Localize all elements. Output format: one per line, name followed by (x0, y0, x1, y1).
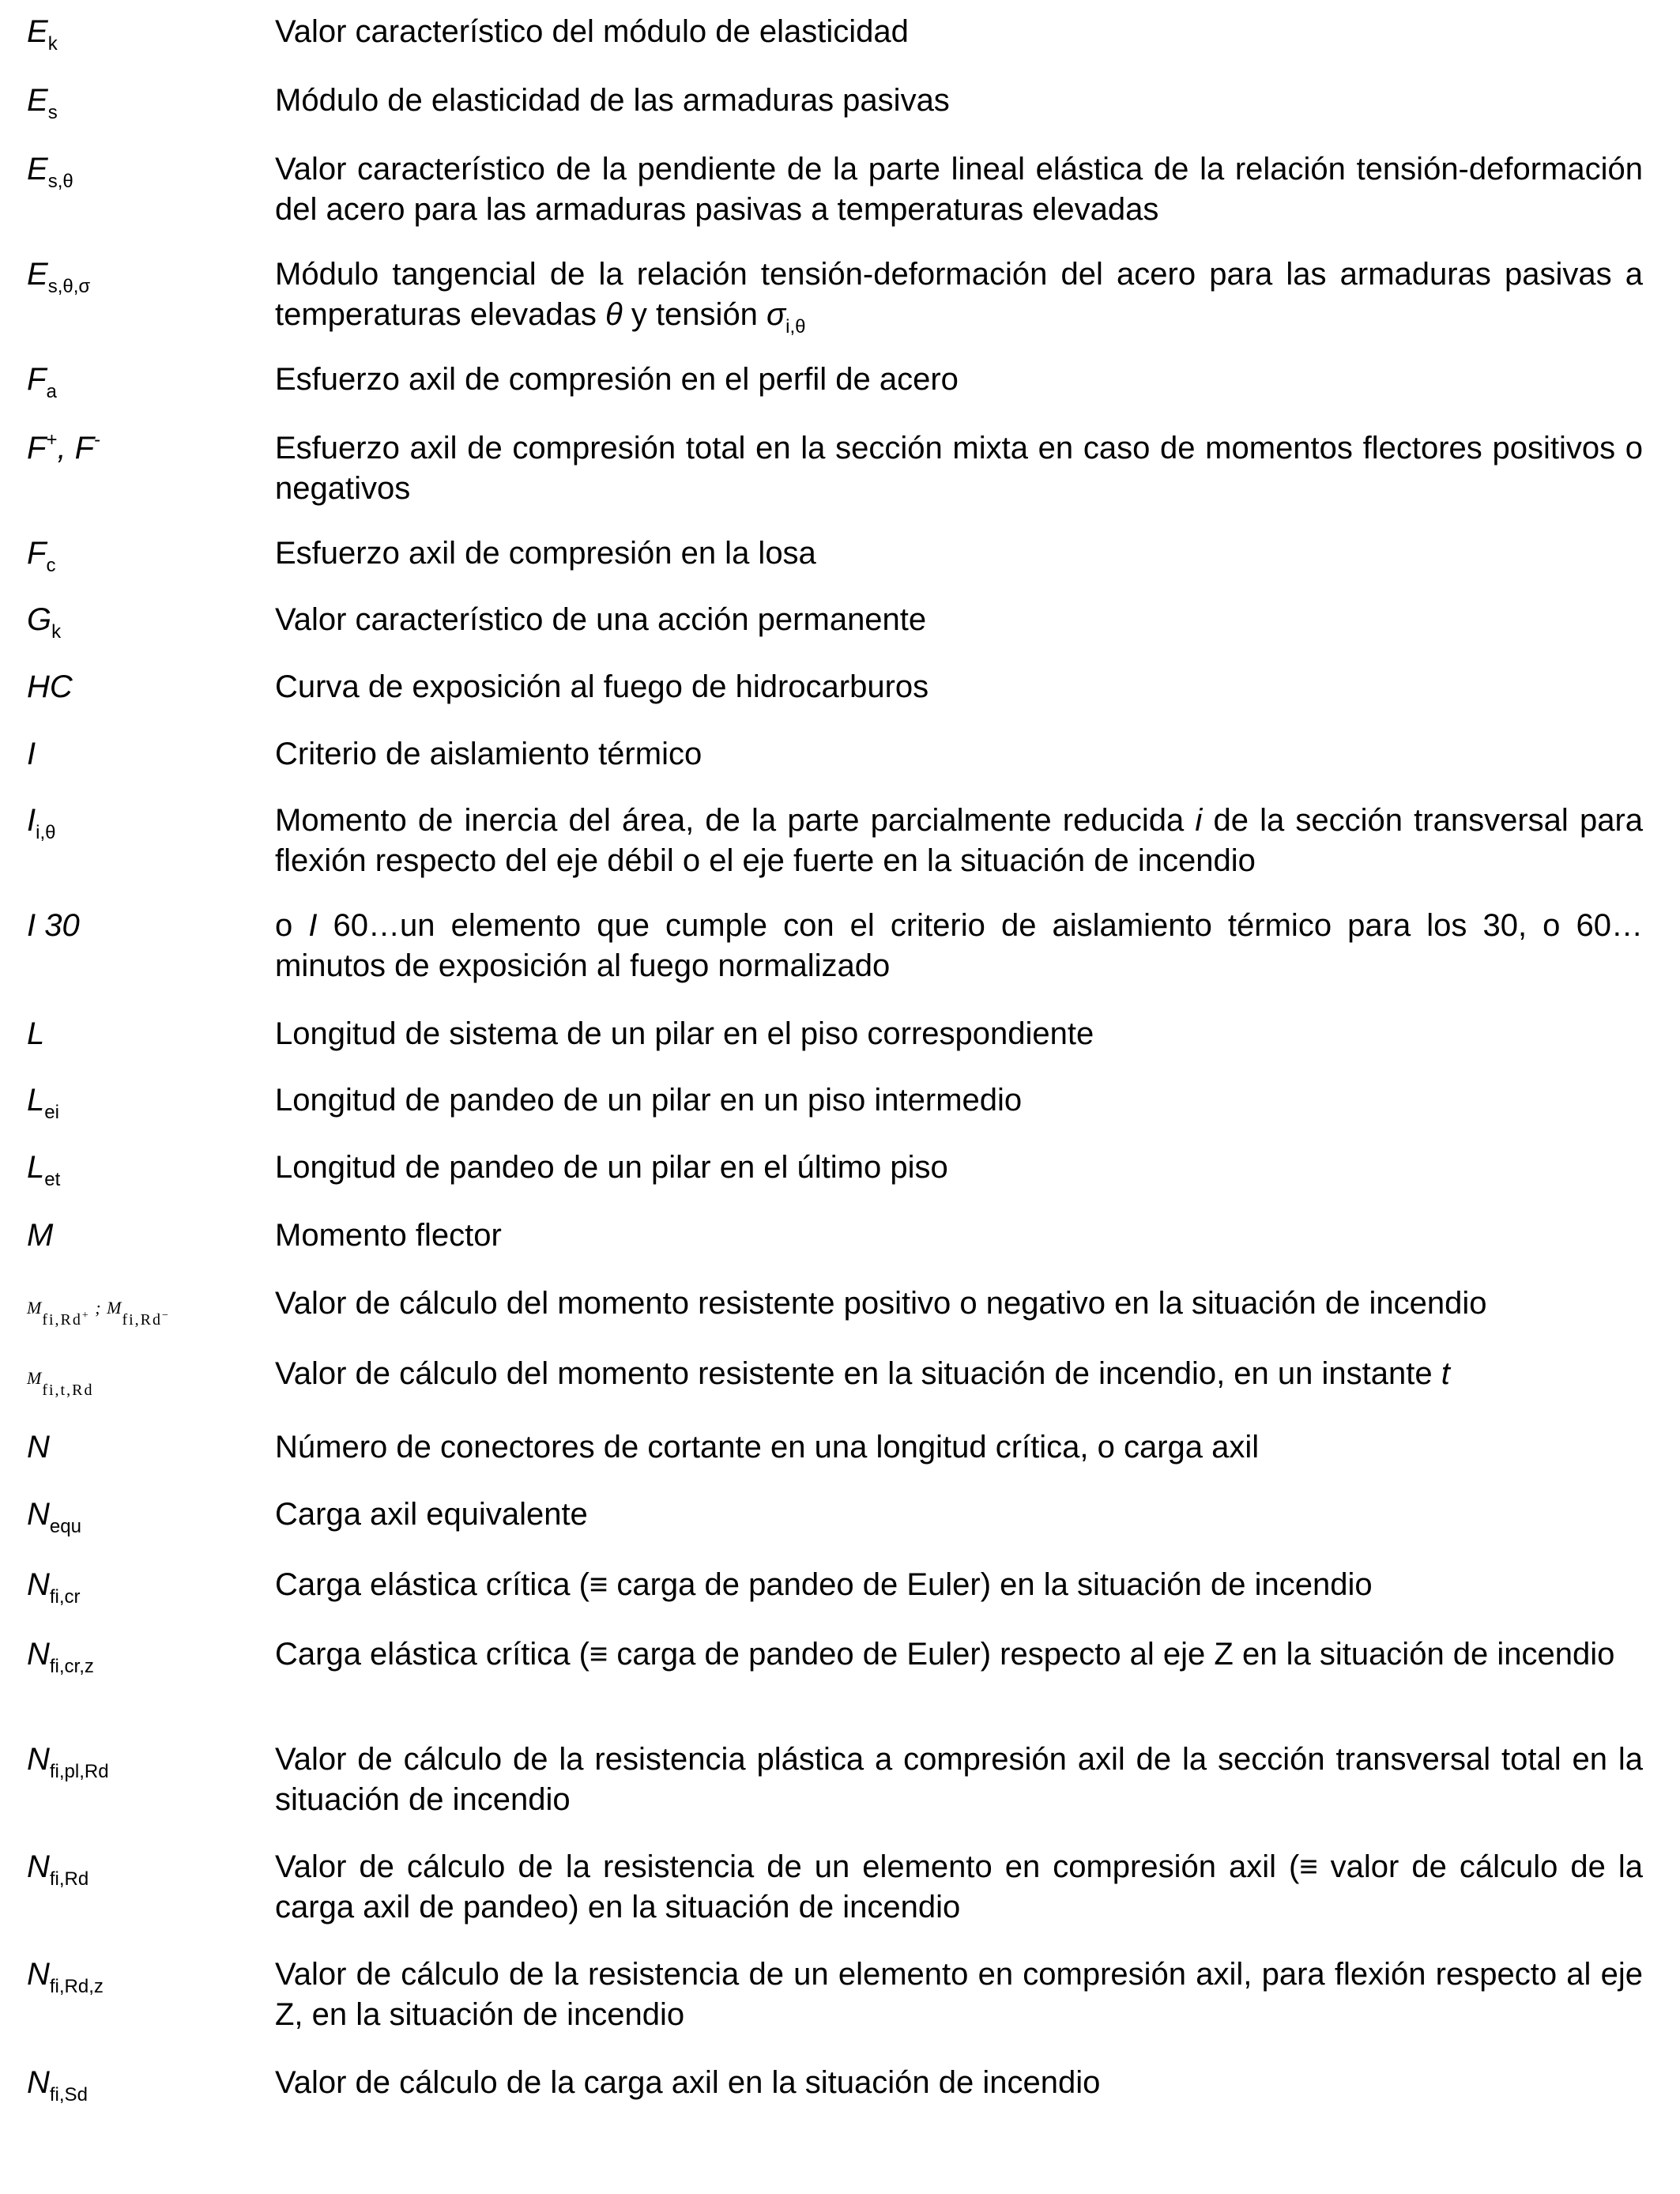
symbol-subscript: ei (44, 1102, 59, 1123)
definition (275, 1354, 1643, 1394)
symbol-subscript: fi,t,Rd (42, 1382, 94, 1399)
symbol (27, 1427, 264, 1468)
symbol-subscript: et (44, 1169, 61, 1190)
symbol (27, 428, 264, 469)
symbol-letter: L (27, 1016, 45, 1051)
symbol (27, 1014, 264, 1054)
definition: Valor característico del módulo de elasticidad (275, 14, 909, 49)
symbol-letter: E (27, 83, 48, 118)
symbol (27, 1284, 264, 1328)
definition-subscript: i,θ (785, 316, 806, 337)
definition-symbol: i (1195, 803, 1203, 838)
symbol-subscript: fi,pl,Rd (49, 1761, 109, 1782)
symbol (27, 1354, 264, 1398)
symbol-letter: I (27, 737, 36, 771)
symbol (27, 734, 264, 775)
definition: Valor de cálculo del momento resistente positivo o negativo en la situación de incendio (275, 1286, 1487, 1321)
definition (275, 801, 1643, 881)
symbol-subscript: fi,Sd (49, 2084, 88, 2105)
symbol (27, 254, 264, 295)
symbol-letter: F (27, 362, 47, 397)
symbol (27, 906, 264, 946)
definition-symbol: θ (605, 297, 623, 332)
symbol-subscript: a (46, 381, 57, 402)
definition: Criterio de aislamiento térmico (275, 737, 703, 771)
definition-text: Módulo tangencial de la relación tensión-deformación del acero para las armaduras pasivas a temperaturas elevadas (275, 257, 1643, 332)
symbol-letter: L (27, 1083, 45, 1118)
symbol-letter: HC (27, 669, 73, 704)
definition: Esfuerzo axil de compresión total en la sección mixta en caso de momentos flectores positivos o negativos (275, 431, 1643, 506)
definition-text: de la sección transversal para flexión respecto del eje débil o el eje fuerte en la situación de incendio (275, 803, 1644, 878)
definition-text: Valor de cálculo del momento resistente en la situación de incendio, en un instante (275, 1356, 1441, 1391)
symbol-formula (27, 1368, 94, 1399)
symbol (27, 1080, 264, 1121)
definition-symbol: t (1441, 1356, 1450, 1391)
symbol-letter: E (27, 14, 48, 49)
definition (275, 254, 1643, 335)
symbol (27, 149, 264, 190)
symbol (27, 1148, 264, 1188)
symbol-letter: N (27, 1957, 50, 1992)
definition-text: Momento de inercia del área, de la parte parcialmente reducida (275, 803, 1196, 838)
definition-text: o (275, 908, 309, 943)
symbol-letter: N (27, 1637, 50, 1672)
symbol (27, 600, 264, 643)
symbol-letter: I 30 (27, 908, 80, 943)
symbol-subscript (42, 1311, 89, 1329)
symbol-letter: N (27, 1567, 50, 1602)
symbol-subscript: equ (49, 1516, 81, 1537)
symbol (27, 81, 264, 121)
symbol (27, 533, 264, 574)
definition: Valor característico de una acción permanente (275, 602, 927, 637)
definition: Longitud de pandeo de un pilar en el último piso (275, 1150, 948, 1185)
definition-text: 60…un elemento que cumple con el criterio de aislamiento térmico para los 30, o 60… minutos de exposición al fuego normalizado (275, 908, 1644, 983)
symbol (27, 1495, 264, 1535)
definition: Número de conectores de cortante en una longitud crítica, o carga axil (275, 1430, 1260, 1465)
definition-symbol: I (308, 908, 318, 943)
definition: Módulo de elasticidad de las armaduras pasivas (275, 83, 950, 118)
symbol-letter: N (27, 1497, 50, 1532)
symbol-subscript-text: fi,Rd (42, 1311, 82, 1329)
symbol-superscript: - (94, 429, 101, 450)
symbol (27, 12, 264, 55)
symbol (27, 2063, 264, 2103)
symbol-letter: E (27, 257, 48, 292)
symbol-letter: M (27, 1368, 43, 1388)
definition: Carga elástica crítica (≡ carga de pandeo de Euler) en la situación de incendio (275, 1567, 1373, 1602)
symbol-letter: N (27, 1849, 50, 1884)
definition: Longitud de sistema de un pilar en el piso correspondiente (275, 1016, 1094, 1051)
symbol-formula (27, 1298, 170, 1329)
definition-text: y tensión (622, 297, 767, 332)
definition-symbol: σ (767, 297, 786, 332)
definition: Carga axil equivalente (275, 1497, 588, 1532)
symbol (27, 1955, 264, 1995)
symbol-letter: M (27, 1218, 54, 1253)
symbol-subscript: c (46, 555, 56, 576)
symbol (27, 1847, 264, 1890)
symbol (27, 360, 264, 400)
symbol-letter: N (27, 1430, 50, 1465)
symbol-subscript: fi,Rd (49, 1868, 89, 1890)
definition: Momento flector (275, 1218, 502, 1253)
symbol (27, 801, 264, 841)
symbol-subscript-text: fi,Rd (122, 1311, 163, 1329)
definition: Valor característico de la pendiente de la parte lineal elástica de la relación tensión-deformación del acero para las armaduras pasivas a temperaturas elevadas (275, 152, 1643, 227)
symbol-letter: , F (57, 431, 95, 466)
symbol-superscript: + (81, 1310, 90, 1321)
definition: Valor de cálculo de la carga axil en la situación de incendio (275, 2065, 1101, 2100)
symbol-subscript: fi,cr (49, 1586, 81, 1608)
symbol-letter: G (27, 602, 52, 637)
definition: Valor de cálculo de la resistencia de un elemento en compresión axil, para flexión respecto al eje Z, en la situación de incendio (275, 1957, 1643, 2032)
definition: Valor de cálculo de la resistencia de un elemento en compresión axil (≡ valor de cálculo de la carga axil de pandeo) en la situación de incendio (275, 1849, 1643, 1924)
symbol-superscript: + (46, 429, 58, 450)
symbol-subscript: k (51, 621, 62, 643)
symbol-subscript: fi,Rd,z (49, 1976, 104, 1997)
symbol-subscript: fi,cr,z (49, 1656, 94, 1677)
symbol-subscript (122, 1311, 169, 1329)
symbol-letter: I (27, 803, 36, 838)
symbol-separator: ; (89, 1298, 107, 1318)
symbol-letter: M (107, 1298, 122, 1318)
symbol-subscript: i,θ (36, 822, 56, 843)
symbol-letter: F (27, 431, 47, 466)
symbol (27, 1634, 264, 1675)
definition (275, 906, 1643, 986)
definition: Longitud de pandeo de un pilar en un piso intermedio (275, 1083, 1023, 1118)
symbol-subscript: s,θ,σ (47, 276, 91, 297)
symbol-letter: F (27, 536, 47, 571)
definition: Esfuerzo axil de compresión en el perfil de acero (275, 362, 959, 397)
symbol-letter: N (27, 2065, 50, 2100)
symbol-superscript: − (162, 1310, 170, 1321)
symbol (27, 667, 264, 707)
symbol-subscript: s,θ (47, 171, 73, 192)
symbol (27, 1740, 264, 1780)
symbol (27, 1565, 264, 1608)
definition: Esfuerzo axil de compresión en la losa (275, 536, 816, 571)
symbol-letter: M (27, 1298, 43, 1318)
symbol-subscript: s (47, 102, 58, 123)
symbol-letter: L (27, 1150, 45, 1185)
definition: Curva de exposición al fuego de hidrocarburos (275, 669, 929, 704)
symbol-letter: N (27, 1742, 50, 1777)
definition: Carga elástica crítica (≡ carga de pandeo de Euler) respecto al eje Z en la situación de incendio (275, 1637, 1615, 1672)
symbol-letter: E (27, 152, 48, 187)
symbol-subscript: k (47, 33, 58, 55)
definition: Valor de cálculo de la resistencia plástica a compresión axil de la sección transversal total en la situación de incendio (275, 1742, 1643, 1817)
symbol (27, 1216, 264, 1256)
